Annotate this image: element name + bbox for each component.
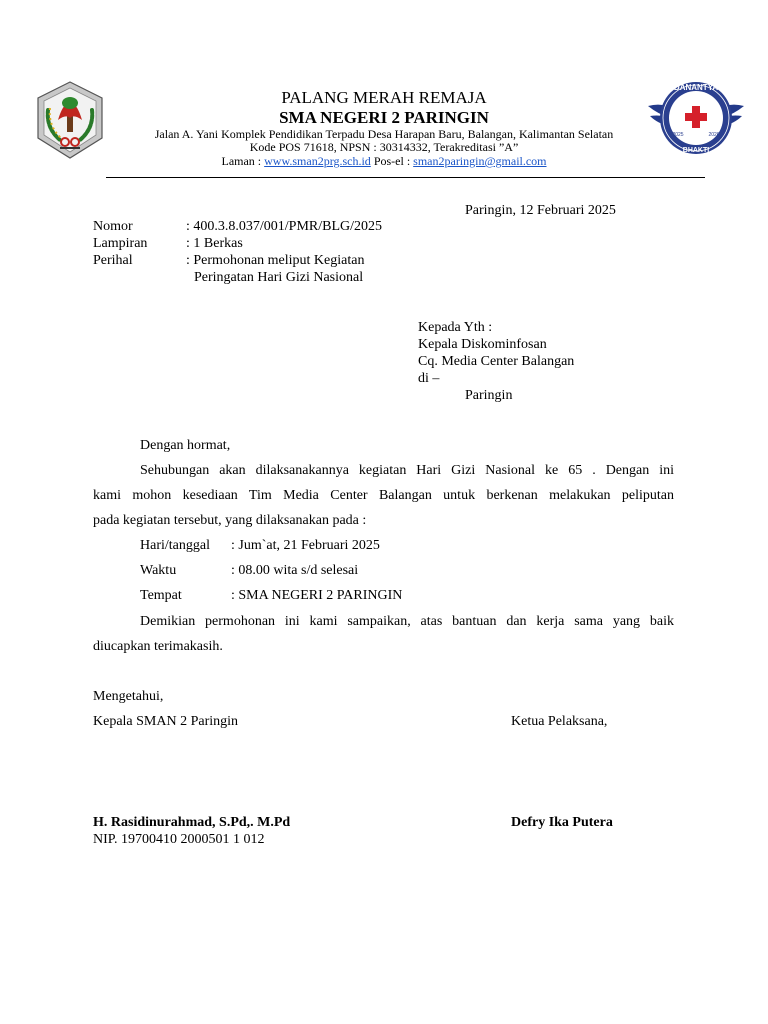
acknowledged-label: Mengetahui, [93,689,164,704]
signer-left-title: Kepala SMAN 2 Paringin [93,714,239,729]
school-name: SMA NEGERI 2 PARINGIN [279,108,489,127]
detail-time-label: Waktu [140,563,177,578]
website-link[interactable]: www.sman2prg.sch.id [264,154,371,168]
body-paragraph-line-1: Sehubungan akan dilaksanakannya kegiatan Hari Gizi Nasional ke 65 . Dengan ini [140,463,674,478]
closing-line-1: Demikian permohonan ini kami sampaikan, atas bantuan dan kerja sama yang baik [140,614,674,629]
logo-right-top-text: DANANTYA [673,83,719,92]
detail-date-value: : Jum`at, 21 Februari 2025 [231,538,380,553]
recipient-attention: Cq. Media Center Balangan [418,354,575,369]
school-postal-info: Kode POS 71618, NPSN : 30314332, Terakreditasi ”A” [249,140,519,154]
signer-left-name: H. Rasidinurahmad, S.Pd,. M.Pd [93,815,291,830]
header-divider [106,177,705,178]
recipient-salutation: Kepada Yth : [418,320,493,335]
signer-right-title: Ketua Pelaksana, [511,714,608,729]
email-link[interactable]: sman2paringin@gmail.com [413,154,547,168]
recipient-di: di – [418,371,440,386]
recipient-city: Paringin [465,388,513,403]
recipient-office: Kepala Diskominfosan [418,337,547,352]
signer-left-nip: NIP. 19700410 2000501 1 012 [93,832,265,847]
body-paragraph-line-3: pada kegiatan tersebut, yang dilaksanakan pada : [93,513,367,528]
detail-date-label: Hari/tanggal [140,538,210,553]
meta-perihal-value: : Permohonan meliput Kegiatan [186,253,365,268]
place-date: Paringin, 12 Februari 2025 [465,203,616,218]
meta-lampiran-label: Lampiran [93,236,148,251]
closing-line-2: diucapkan terimakasih. [93,639,223,654]
detail-place-label: Tempat [140,588,182,603]
body-paragraph-line-2: kami mohon kesediaan Tim Media Center Balangan untuk berkenan melakukan peliputan [93,488,674,503]
meta-perihal-label: Perihal [93,253,133,268]
detail-place-value: : SMA NEGERI 2 PARINGIN [231,588,403,603]
contact-line [0,154,768,168]
org-name: PALANG MERAH REMAJA [281,88,487,107]
greeting: Dengan hormat, [140,438,231,453]
meta-nomor-label: Nomor [93,219,133,234]
detail-time-value: : 08.00 wita s/d selesai [231,563,359,578]
school-address: Jalan A. Yani Komplek Pendidikan Terpadu Desa Harapan Baru, Balangan, Kalimantan Selatan [154,127,614,141]
logo-right-year-left: 2025 [672,132,684,138]
meta-perihal-continued: Peringatan Hari Gizi Nasional [194,270,364,285]
website-label: Laman : [221,154,262,168]
meta-lampiran-value: : 1 Berkas [186,236,243,251]
logo-right-bottom-text: BHAKTI [682,147,710,154]
email-label: Pos-el : [373,154,411,168]
logo-right-year-right: 2026 [708,132,720,138]
meta-nomor-value: : 400.3.8.037/001/PMR/BLG/2025 [186,219,383,234]
signer-right-name: Defry Ika Putera [511,815,613,830]
